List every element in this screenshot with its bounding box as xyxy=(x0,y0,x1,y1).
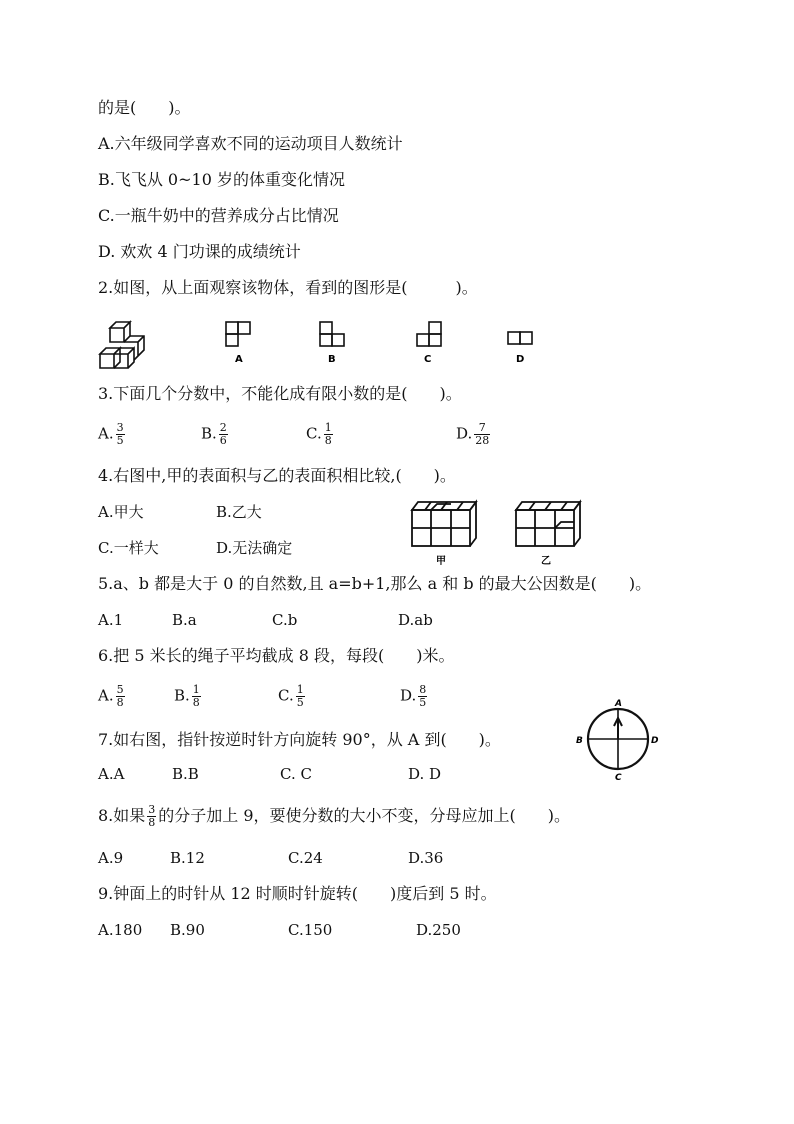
figure-yi-label: 乙 xyxy=(541,556,551,567)
dial-label-a: A xyxy=(615,699,622,709)
q3-option-b[interactable]: B. $\frac{2}{6}$ xyxy=(201,421,227,447)
q2-stem: 2.如图，从上面观察该物体，看到的图形是( )。 xyxy=(98,278,478,297)
option-a-shape xyxy=(226,322,250,346)
q7-option-a[interactable]: A.A xyxy=(98,765,125,783)
q1-option-d[interactable]: D. 欢欢 4 门功课的成绩统计 xyxy=(98,242,301,261)
figure-yi xyxy=(516,502,580,546)
q6-option-c[interactable]: C. $\frac{1}{5}$ xyxy=(278,683,304,709)
q6-stem: 6.把 5 米长的绳子平均截成 8 段，每段( )米。 xyxy=(98,646,455,665)
q8-stem: 8.如果 $\frac{3}{8}$ 的分子加上 9，要使分数的大小不变，分母应加上( )。 xyxy=(98,803,571,829)
q4-figures xyxy=(406,496,586,570)
q9-stem: 9.钟面上的时针从 12 时顺时针旋转( )度后到 5 时。 xyxy=(98,884,497,903)
q9-option-c[interactable]: C.150 xyxy=(288,921,333,939)
q9-option-d[interactable]: D.250 xyxy=(416,921,461,939)
q9-option-b[interactable]: B.90 xyxy=(170,921,205,939)
q4-stem: 4.右图中,甲的表面积与乙的表面积相比较,( )。 xyxy=(98,466,456,485)
q7-option-c[interactable]: C. C xyxy=(280,765,312,783)
dial-pointer-icon xyxy=(614,718,622,739)
option-a-label: A xyxy=(235,354,243,365)
q3-option-c[interactable]: C. $\frac{1}{8}$ xyxy=(306,421,332,447)
option-b-label: B xyxy=(328,354,336,365)
q1-option-b[interactable]: B.飞飞从 0~10 岁的体重变化情况 xyxy=(98,170,345,189)
dial-label-b: B xyxy=(576,736,583,746)
dial-label-c: C xyxy=(615,773,622,782)
q3-stem: 3.下面几个分数中，不能化成有限小数的是( )。 xyxy=(98,384,462,403)
q6-option-a[interactable]: A. $\frac{5}{8}$ xyxy=(98,683,124,709)
q7-stem: 7.如右图，指针按逆时针方向旋转 90°，从 A 到( )。 xyxy=(98,730,501,749)
q7-dial xyxy=(572,696,664,782)
q5-stem: 5.a、b 都是大于 0 的自然数,且 a=b+1,那么 a 和 b 的最大公因数是( )。 xyxy=(98,574,652,593)
q8-option-d[interactable]: D.36 xyxy=(408,849,444,867)
q8-option-a[interactable]: A.9 xyxy=(98,849,124,867)
q4-option-c[interactable]: C.一样大 xyxy=(98,539,159,557)
q5-option-c[interactable]: C.b xyxy=(272,611,298,629)
cube-stack-figure xyxy=(100,322,144,368)
figure-jia xyxy=(412,502,476,546)
q7-option-d[interactable]: D. D xyxy=(408,765,442,783)
q3-option-d[interactable]: D. $\frac{7}{28}$ xyxy=(456,421,490,447)
option-d-label: D xyxy=(516,354,525,365)
q1-option-a[interactable]: A.六年级同学喜欢不同的运动项目人数统计 xyxy=(98,134,403,153)
q4-option-d[interactable]: D.无法确定 xyxy=(216,539,293,557)
q5-option-b[interactable]: B.a xyxy=(172,611,197,629)
dial-label-d: D xyxy=(651,736,659,746)
q7-option-b[interactable]: B.B xyxy=(172,765,199,783)
q9-option-a[interactable]: A.180 xyxy=(98,921,143,939)
q1-option-c[interactable]: C.一瓶牛奶中的营养成分占比情况 xyxy=(98,206,339,225)
q8-option-b[interactable]: B.12 xyxy=(170,849,205,867)
option-d-shape xyxy=(508,332,532,344)
q4-option-a[interactable]: A.甲大 xyxy=(98,503,144,521)
q6-option-d[interactable]: D. $\frac{8}{5}$ xyxy=(400,683,427,709)
option-c-label: C xyxy=(424,354,432,365)
figure-jia-label: 甲 xyxy=(436,556,446,567)
q4-option-b[interactable]: B.乙大 xyxy=(216,503,262,521)
q6-option-b[interactable]: B. $\frac{1}{8}$ xyxy=(174,683,200,709)
q5-option-a[interactable]: A.1 xyxy=(98,611,124,629)
option-b-shape xyxy=(320,322,344,346)
option-c-shape xyxy=(417,322,441,346)
q2-figures xyxy=(96,316,556,374)
q8-option-c[interactable]: C.24 xyxy=(288,849,323,867)
q5-option-d[interactable]: D.ab xyxy=(398,611,433,629)
q1-stem-tail: 的是( )。 xyxy=(98,98,191,117)
q3-option-a[interactable]: A. $\frac{3}{5}$ xyxy=(98,421,124,447)
